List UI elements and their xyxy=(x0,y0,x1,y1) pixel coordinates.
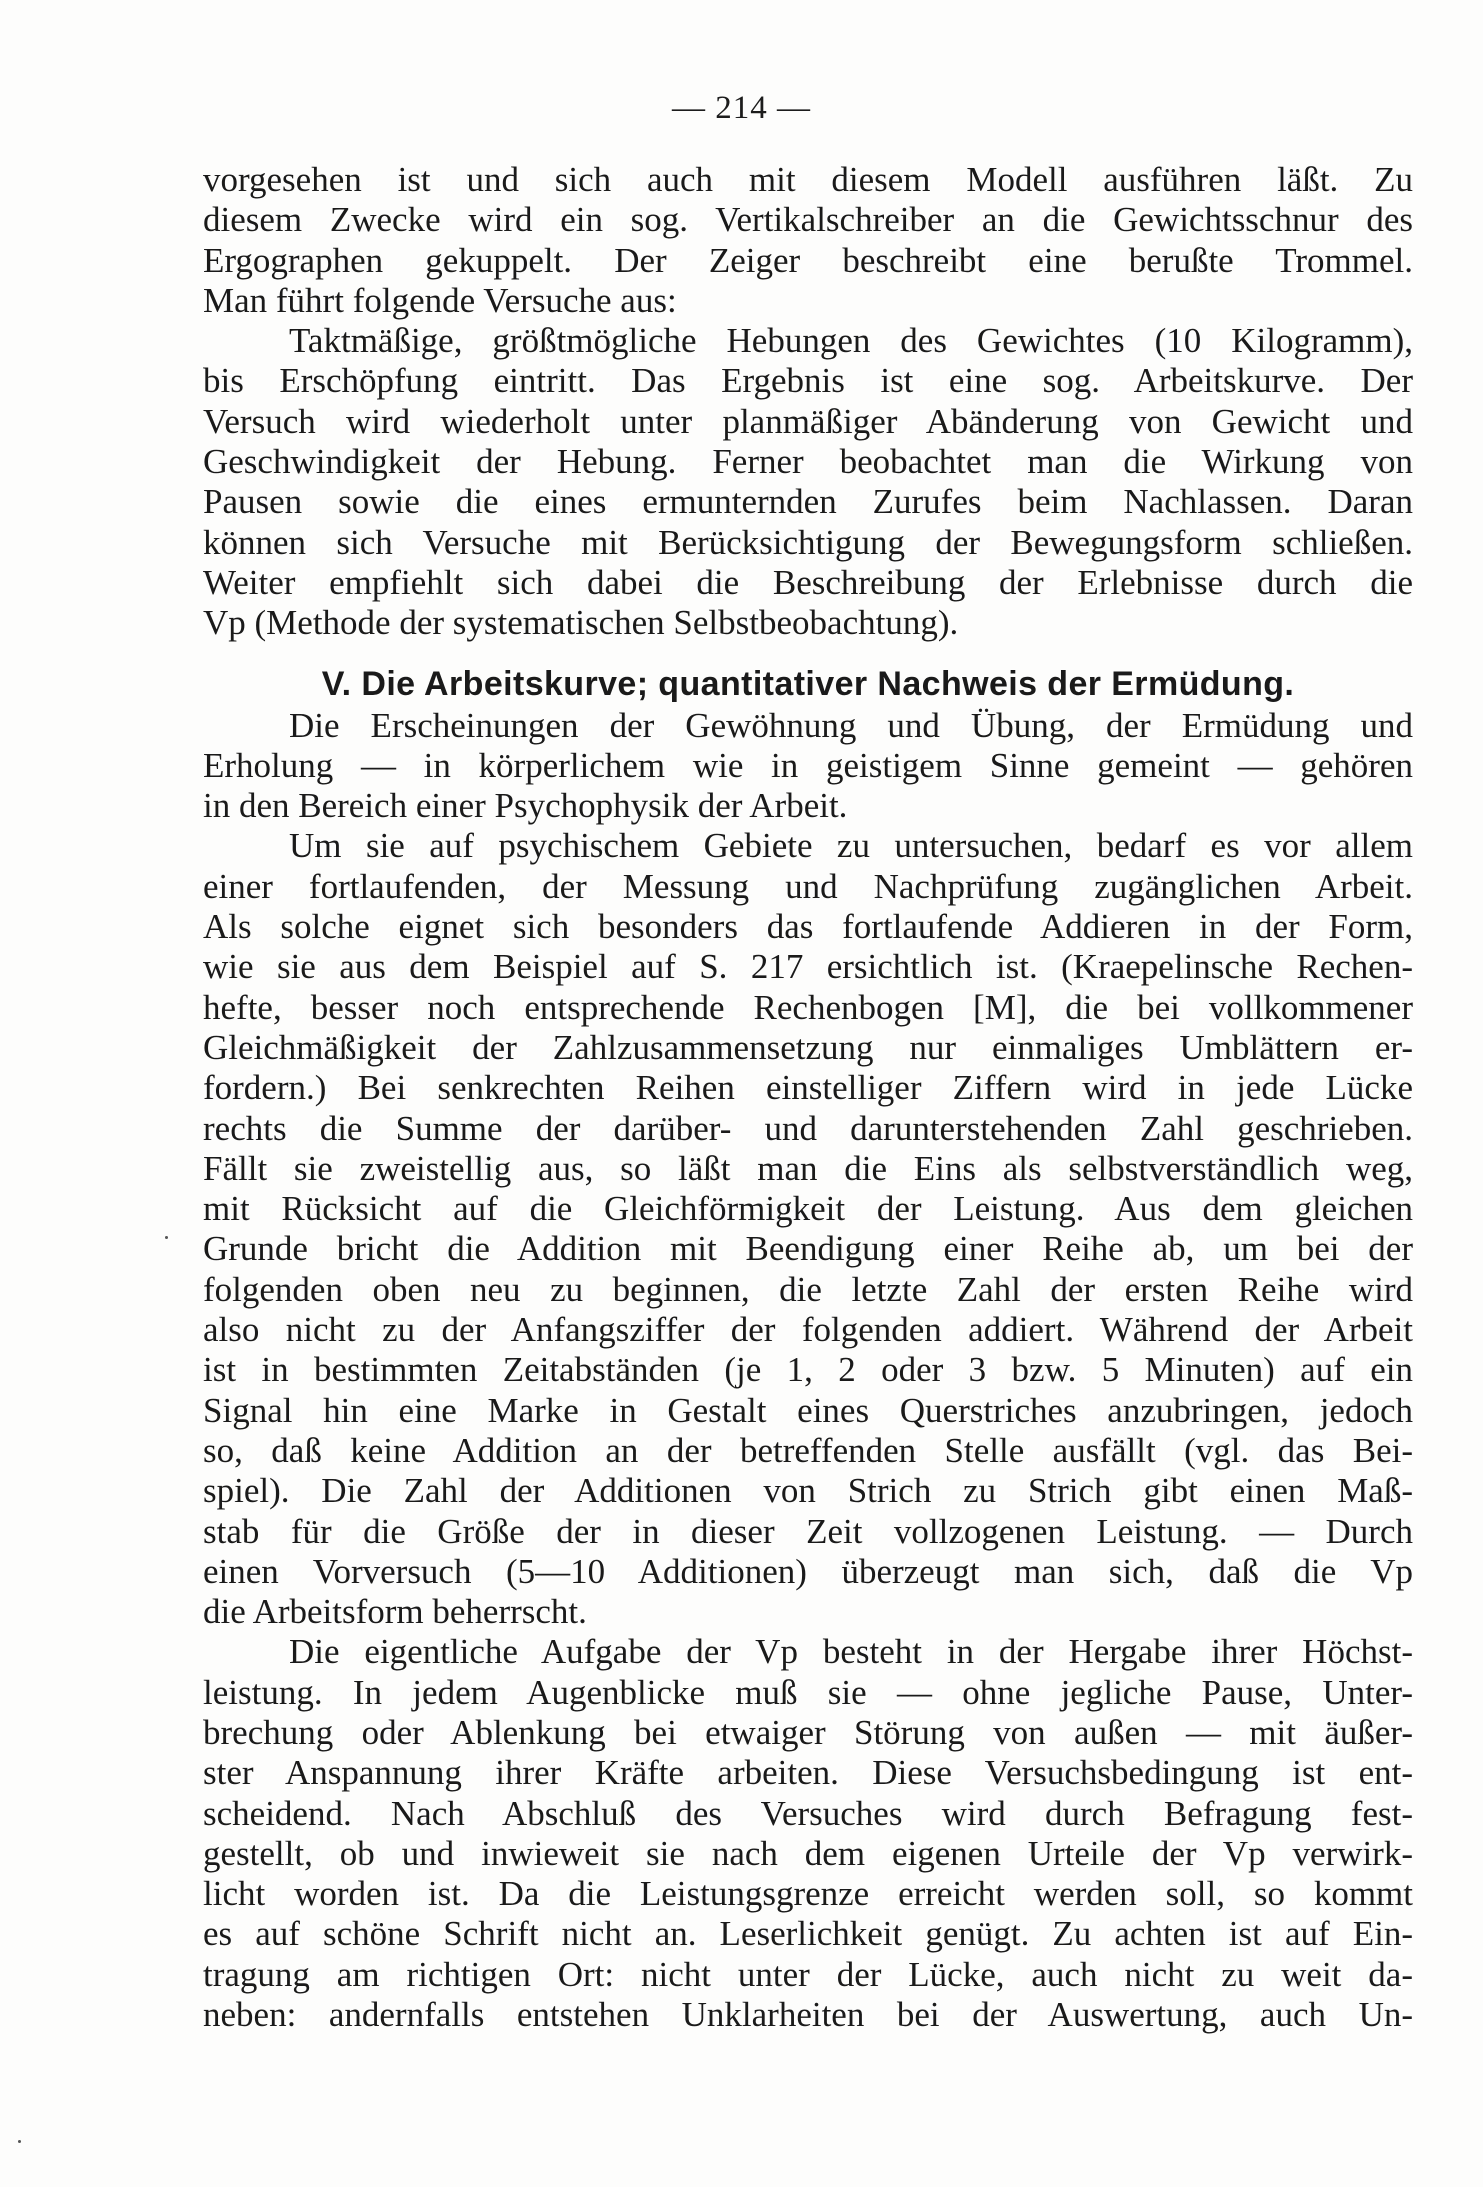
paragraph-2 xyxy=(203,321,1413,643)
text-line: tragung am richtigen Ort: nicht unter der Lücke, auch nicht zu weit da- xyxy=(203,1954,1413,1994)
text-line: Fällt sie zweistellig aus, so läßt man die Eins als selbstverständlich weg, xyxy=(203,1148,1413,1188)
text-line: Pausen sowie die eines ermunternden Zurufes beim Nachlassen. Daran xyxy=(203,482,1413,522)
text-line: fordern.) Bei senkrechten Reihen einstelliger Ziffern wird in jede Lücke xyxy=(203,1068,1413,1108)
text-line: Die Erscheinungen der Gewöhnung und Übung, der Ermüdung und xyxy=(289,705,1413,745)
text-line: folgenden oben neu zu beginnen, die letzte Zahl der ersten Reihe wird xyxy=(203,1269,1413,1309)
text-line: spiel). Die Zahl der Additionen von Strich zu Strich gibt einen Maß- xyxy=(203,1471,1413,1511)
text-line: neben: andernfalls entstehen Unklarheiten bei der Auswertung, auch Un- xyxy=(203,1995,1413,2035)
paragraph-4 xyxy=(203,826,1413,1632)
text-line: Signal hin eine Marke in Gestalt eines Querstriches anzubringen, jedoch xyxy=(203,1390,1413,1430)
text-line: gestellt, ob und inwieweit sie nach dem eigenen Urteile der Vp verwirk- xyxy=(203,1833,1413,1873)
text-line: Ergographen gekuppelt. Der Zeiger beschreibt eine berußte Trommel. xyxy=(203,240,1413,280)
text-line: diesem Zwecke wird ein sog. Vertikalschreiber an die Gewichtsschnur des xyxy=(203,200,1413,240)
text-line: Vp (Methode der systematischen Selbstbeobachtung). xyxy=(203,603,959,643)
text-line: Als solche eignet sich besonders das fortlaufende Addieren in der Form, xyxy=(203,907,1413,947)
scan-speck xyxy=(165,1236,168,1239)
text-line: Man führt folgende Versuche aus: xyxy=(203,280,677,320)
text-line: Gleichmäßigkeit der Zahlzusammensetzung nur einmaliges Umblättern er- xyxy=(203,1027,1413,1067)
text-line: Grunde bricht die Addition mit Beendigung einer Reihe ab, um bei der xyxy=(203,1229,1413,1269)
text-line: rechts die Summe der darüber- und darunterstehenden Zahl geschrieben. xyxy=(203,1108,1413,1148)
page-number: — 214 — xyxy=(672,90,811,126)
text-line: können sich Versuche mit Berücksichtigung der Bewegungsform schließen. xyxy=(203,522,1413,562)
text-line: Versuch wird wiederholt unter planmäßiger Abänderung von Gewicht und xyxy=(203,401,1413,441)
text-line: wie sie aus dem Beispiel auf S. 217 ersichtlich ist. (Kraepelinsche Rechen- xyxy=(203,947,1413,987)
section-heading: V. Die Arbeitskurve; quantitativer Nachweis der Ermüdung. xyxy=(321,664,1295,703)
text-line: die Arbeitsform beherrscht. xyxy=(203,1592,587,1632)
text-line: Weiter empfiehlt sich dabei die Beschreibung der Erlebnisse durch die xyxy=(203,562,1413,602)
text-line: mit Rücksicht auf die Gleichförmigkeit der Leistung. Aus dem gleichen xyxy=(203,1189,1413,1229)
text-line: es auf schöne Schrift nicht an. Leserlichkeit genügt. Zu achten ist auf Ein- xyxy=(203,1914,1413,1954)
text-line: so, daß keine Addition an der betreffenden Stelle ausfällt (vgl. das Bei- xyxy=(203,1430,1413,1470)
paragraph-3 xyxy=(203,706,1413,827)
text-line: ster Anspannung ihrer Kräfte arbeiten. Diese Versuchsbedingung ist ent- xyxy=(203,1753,1413,1793)
text-line: also nicht zu der Anfangsziffer der folgenden addiert. Während der Arbeit xyxy=(203,1310,1413,1350)
text-line: leistung. In jedem Augenblicke muß sie — ohne jegliche Pause, Unter- xyxy=(203,1672,1413,1712)
text-line: stab für die Größe der in dieser Zeit vollzogenen Leistung. — Durch xyxy=(203,1511,1413,1551)
text-line: einer fortlaufenden, der Messung und Nachprüfung zugänglichen Arbeit. xyxy=(203,866,1413,906)
text-line: Erholung — in körperlichem wie in geistigem Sinne gemeint — gehören xyxy=(203,745,1413,785)
paragraph-5 xyxy=(203,1632,1413,2035)
text-line: ist in bestimmten Zeitabständen (je 1, 2 oder 3 bzw. 5 Minuten) auf ein xyxy=(203,1350,1413,1390)
text-line: Taktmäßige, größtmögliche Hebungen des Gewichtes (10 Kilogramm), xyxy=(289,321,1413,361)
text-line: Geschwindigkeit der Hebung. Ferner beobachtet man die Wirkung von xyxy=(203,442,1413,482)
text-line: in den Bereich einer Psychophysik der Arbeit. xyxy=(203,786,848,826)
scan-speck xyxy=(18,2140,21,2143)
text-line: Um sie auf psychischem Gebiete zu untersuchen, bedarf es vor allem xyxy=(289,826,1413,866)
text-line: hefte, besser noch entsprechende Rechenbogen [M], die bei vollkommener xyxy=(203,987,1413,1027)
text-line: scheidend. Nach Abschluß des Versuches wird durch Befragung fest- xyxy=(203,1793,1413,1833)
text-line: licht worden ist. Da die Leistungsgrenze erreicht werden soll, so kommt xyxy=(203,1874,1413,1914)
body-text xyxy=(203,160,1413,2035)
text-line: Die eigentliche Aufgabe der Vp besteht in der Hergabe ihrer Höchst- xyxy=(289,1632,1413,1672)
text-line: bis Erschöpfung eintritt. Das Ergebnis ist eine sog. Arbeitskurve. Der xyxy=(203,361,1413,401)
paragraph-1 xyxy=(203,160,1413,321)
text-line: brechung oder Ablenkung bei etwaiger Störung von außen — mit äußer- xyxy=(203,1712,1413,1752)
text-line: vorgesehen ist und sich auch mit diesem Modell ausführen läßt. Zu xyxy=(203,160,1413,199)
text-line: einen Vorversuch (5—10 Additionen) überzeugt man sich, daß die Vp xyxy=(203,1551,1413,1591)
